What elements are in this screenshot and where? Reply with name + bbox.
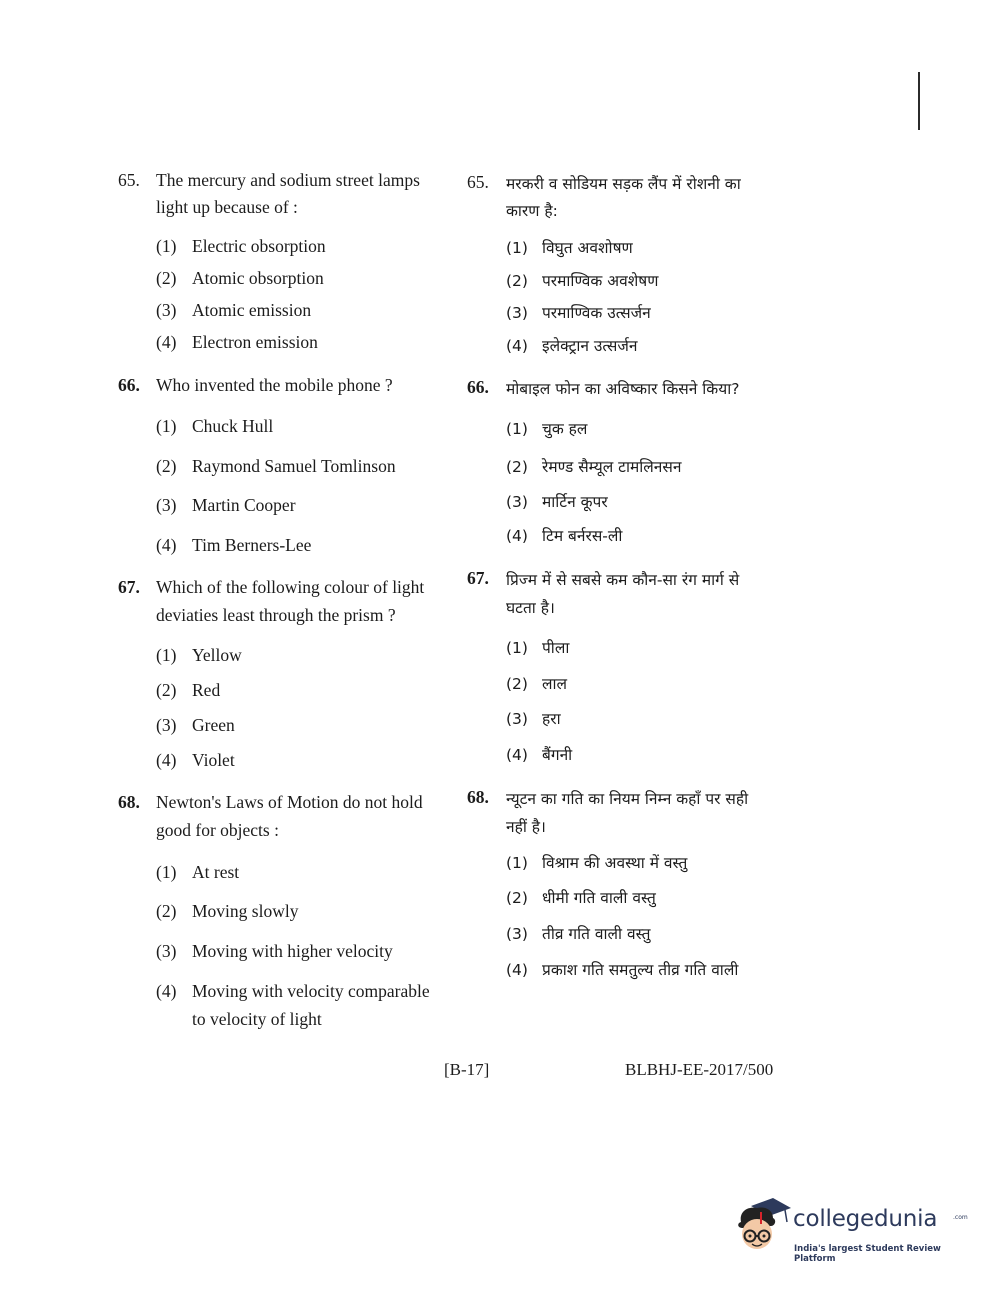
option-hindi: (2) रेमण्ड सैम्यूल टामलिनसन bbox=[506, 458, 682, 476]
option: (3) Green bbox=[156, 715, 235, 735]
question-text-hindi: नहीं है। bbox=[506, 818, 546, 836]
margin-mark bbox=[918, 72, 920, 130]
option-hindi: (1) चुक हल bbox=[506, 420, 588, 438]
question-text: good for objects : bbox=[156, 820, 279, 840]
logo-tagline: India's largest Student Review Platform bbox=[794, 1244, 941, 1264]
option-hindi: (4) बैंगनी bbox=[506, 746, 573, 764]
question-text: The mercury and sodium street lamps bbox=[156, 170, 420, 190]
option-hindi: (1) विश्राम की अवस्था में वस्तु bbox=[506, 854, 688, 872]
question-number: 68. bbox=[467, 787, 489, 807]
option-hindi: (3) तीव्र गति वाली वस्तु bbox=[506, 925, 651, 943]
option-hindi: (2) परमाण्विक अवशेषण bbox=[506, 272, 659, 290]
question-text-hindi: कारण है: bbox=[506, 202, 558, 220]
question-text-hindi: प्रिज्म में से सबसे कम कौन-सा रंग मार्ग से bbox=[506, 571, 740, 589]
option: (4) Electron emission bbox=[156, 332, 318, 352]
question-text: light up because of : bbox=[156, 197, 298, 217]
option: (1) Electric obsorption bbox=[156, 236, 326, 256]
question-text-hindi: मोबाइल फोन का अविष्कार किसने किया? bbox=[506, 380, 740, 398]
option-hindi: (1) विघुत अवशोषण bbox=[506, 239, 633, 257]
paper-code: BLBHJ-EE-2017/500 bbox=[625, 1060, 774, 1079]
option: (1) Chuck Hull bbox=[156, 416, 274, 436]
option: (3) Moving with higher velocity bbox=[156, 941, 393, 961]
option-hindi: (3) हरा bbox=[506, 710, 561, 728]
question-number: 67. bbox=[118, 577, 140, 597]
option-continuation: to velocity of light bbox=[192, 1009, 322, 1029]
option: (4) Tim Berners-Lee bbox=[156, 535, 312, 555]
option-hindi: (3) परमाण्विक उत्सर्जन bbox=[506, 304, 651, 322]
question-text: Newton's Laws of Motion do not hold bbox=[156, 792, 423, 812]
option: (2) Red bbox=[156, 680, 221, 700]
option-hindi: (4) इलेक्ट्रान उत्सर्जन bbox=[506, 337, 638, 355]
student-mascot-icon bbox=[733, 1196, 791, 1258]
question-number: 66. bbox=[467, 377, 489, 397]
option: (2) Moving slowly bbox=[156, 901, 299, 921]
option-hindi: (2) लाल bbox=[506, 675, 568, 693]
question-text: Who invented the mobile phone ? bbox=[156, 375, 393, 395]
option: (1) Yellow bbox=[156, 645, 242, 665]
collegedunia-logo bbox=[733, 1196, 968, 1266]
question-number: 67. bbox=[467, 568, 489, 588]
question-text-hindi: मरकरी व सोडियम सड़क लैंप में रोशनी का bbox=[506, 175, 741, 193]
option: (4) Moving with velocity comparable bbox=[156, 981, 430, 1001]
option: (1) At rest bbox=[156, 862, 240, 882]
option-hindi: (1) पीला bbox=[506, 639, 570, 657]
option: (2) Raymond Samuel Tomlinson bbox=[156, 456, 396, 476]
option: (3) Martin Cooper bbox=[156, 495, 296, 515]
question-number: 65. bbox=[118, 170, 140, 190]
question-number: 65. bbox=[467, 172, 489, 192]
question-number: 68. bbox=[118, 792, 140, 812]
option-hindi: (2) धीमी गति वाली वस्तु bbox=[506, 889, 656, 907]
option: (3) Atomic emission bbox=[156, 300, 312, 320]
option: (4) Violet bbox=[156, 750, 235, 770]
option-hindi: (3) मार्टिन कूपर bbox=[506, 493, 608, 511]
question-number: 66. bbox=[118, 375, 140, 395]
question-text: deviaties least through the prism ? bbox=[156, 605, 396, 625]
question-text: Which of the following colour of light bbox=[156, 577, 425, 597]
page-number: [B-17] bbox=[444, 1060, 490, 1079]
question-text-hindi: न्यूटन का गति का नियम निम्न कहाँ पर सही bbox=[506, 790, 749, 808]
logo-suffix: .com bbox=[953, 1214, 968, 1221]
logo-wordmark: collegedunia bbox=[793, 1206, 938, 1232]
question-text-hindi: घटता है। bbox=[506, 599, 555, 617]
option-hindi: (4) प्रकाश गति समतुल्य तीव्र गति वाली bbox=[506, 961, 739, 979]
option: (2) Atomic obsorption bbox=[156, 268, 324, 288]
option-hindi: (4) टिम बर्नरस-ली bbox=[506, 527, 623, 545]
